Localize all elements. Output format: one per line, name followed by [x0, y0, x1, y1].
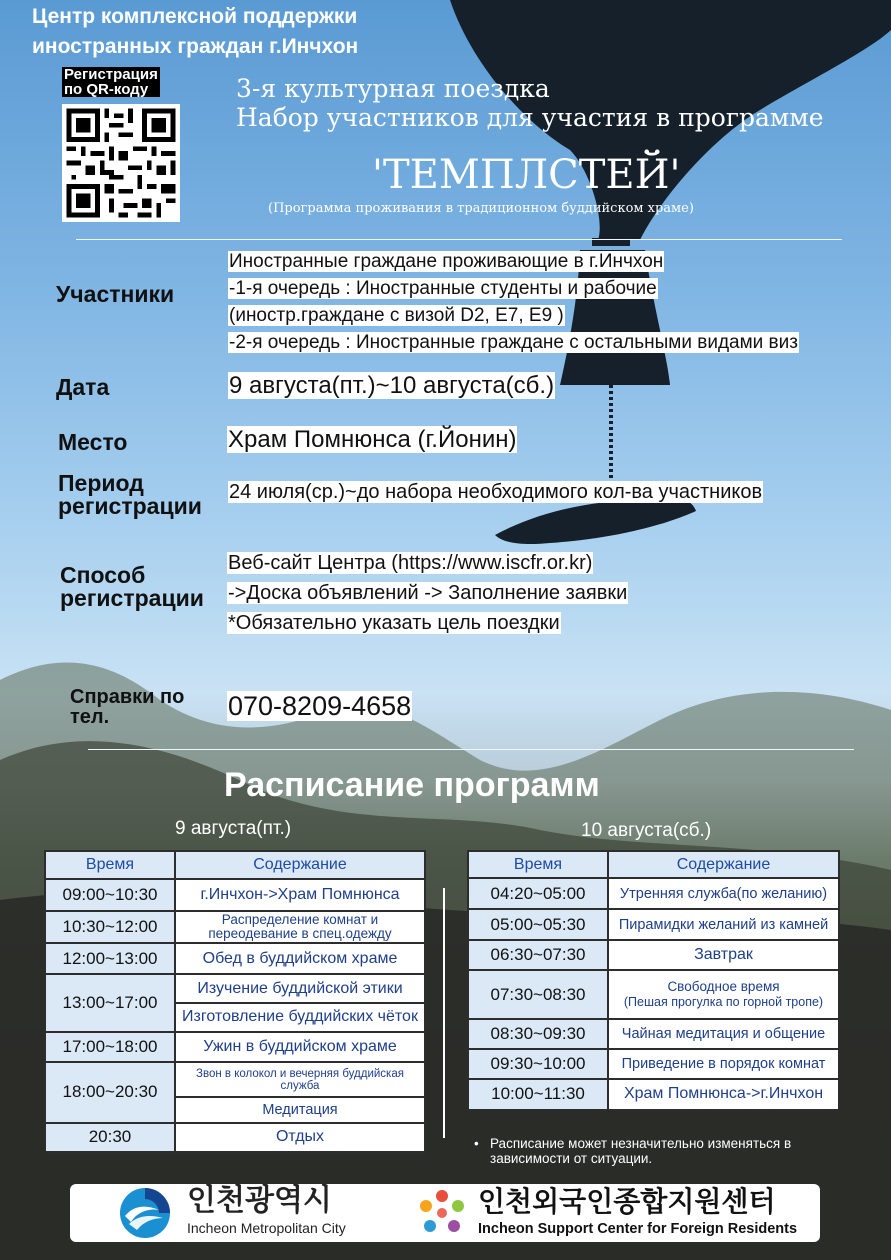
period-label — [58, 472, 202, 518]
column-divider — [443, 888, 445, 1138]
participants-line: Иностранные граждане проживающие в г.Инчхон — [229, 251, 664, 272]
day1-label: 9 августа(пт.) — [175, 818, 292, 839]
organization-name — [32, 2, 358, 62]
method-label-line-2: регистрации — [60, 585, 204, 611]
support-center-subtitle: Incheon Support Center for Foreign Residents — [478, 1221, 798, 1237]
row-time: 13:00~17:00 — [45, 974, 175, 1032]
title-line-2: Набор участников для участия в программе — [236, 103, 824, 132]
table-row — [45, 879, 425, 911]
participants-line: -1-я очередь : Иностранные студенты и рабочие — [229, 278, 657, 299]
contact-label-line-1: Справки по — [70, 686, 185, 708]
method-line: *Обязательно указать цель поездки — [228, 612, 560, 634]
row-time: 06:30~07:30 — [468, 940, 608, 970]
table-header — [45, 851, 425, 879]
row-content: Изучение буддийской этики — [175, 974, 425, 1003]
qr-registration-label — [62, 67, 160, 97]
qr-code-icon[interactable] — [62, 104, 180, 222]
contact-label-line-2: тел. — [70, 706, 110, 728]
header-content: Содержание — [608, 851, 839, 878]
method-line: Веб-сайт Центра (https://www.iscfr.or.kr) — [228, 552, 593, 574]
org-line-2: иностранных граждан г.Инчхон — [32, 35, 359, 58]
title-line-1: 3-я культурная поездка — [236, 74, 550, 103]
participants-value — [228, 248, 799, 356]
qr-label-line-2: по QR-коду — [64, 81, 149, 98]
date-value-text: 9 августа(пт.)~10 августа(сб.) — [229, 372, 555, 399]
program-description: (Программа проживания в традиционном буддийском храме) — [268, 201, 694, 216]
place-value-text: Храм Помнюнса (г.Йонин) — [228, 426, 517, 453]
period-value-text: 24 июля(ср.)~до набора необходимого кол-ва участников — [229, 481, 763, 503]
org-line-1: Центр комплексной поддержки — [32, 5, 358, 28]
support-center-name: 인천외국인종합지원센터 — [478, 1185, 776, 1218]
row-content: Медитация — [175, 1097, 425, 1123]
row-content: Отдых — [175, 1123, 425, 1152]
program-name: 'ТЕМПЛСТЕЙ' — [372, 152, 681, 198]
row-content: Приведение в порядок комнат — [608, 1049, 839, 1079]
method-value — [227, 548, 628, 638]
contact-value[interactable] — [227, 689, 412, 723]
row-time: 05:00~05:30 — [468, 909, 608, 940]
divider-top — [76, 239, 842, 240]
table-row — [45, 911, 425, 943]
row-content-line: Свободное время — [667, 979, 780, 994]
row-time: 18:00~20:30 — [45, 1062, 175, 1123]
table-row — [45, 1032, 425, 1062]
table-header — [468, 851, 839, 878]
qr-label-line-1: Регистрация — [64, 66, 158, 83]
period-value — [228, 477, 763, 507]
contact-label — [70, 687, 184, 727]
row-content: Звон в колокол и вечерняя буддийская служба — [175, 1062, 425, 1097]
row-time: 04:20~05:00 — [468, 878, 608, 909]
row-content: г.Инчхон->Храм Помнюнса — [175, 879, 425, 911]
table-row — [468, 878, 839, 909]
row-time: 09:30~10:00 — [468, 1049, 608, 1079]
row-content: Чайная медитация и общение — [608, 1019, 839, 1049]
participants-line: (иностр.граждане с визой D2, E7, E9 ) — [229, 305, 564, 326]
row-time: 08:30~09:30 — [468, 1019, 608, 1049]
row-content: Ужин в буддийском храме — [175, 1032, 425, 1062]
method-label-line-1: Способ — [60, 562, 146, 588]
row-content: Распределение комнат и переодевание в спец.одежду — [175, 911, 425, 943]
row-content: Обед в буддийском храме — [175, 943, 425, 974]
period-label-line-1: Период — [58, 470, 144, 496]
row-content-note: (Пешая прогулка по горной тропе) — [623, 995, 824, 1009]
date-label: Дата — [56, 374, 110, 400]
support-center-logo-icon[interactable] — [414, 1186, 470, 1240]
table-row — [468, 1079, 839, 1110]
row-time: 09:00~10:30 — [45, 879, 175, 911]
note-text: Расписание может незначительно изменяться в зависимости от ситуации. — [490, 1136, 792, 1166]
day2-schedule-table — [467, 850, 840, 1111]
method-line: ->Доска объявлений -> Заполнение заявки — [228, 582, 628, 604]
participants-line: -2-я очередь : Иностранные граждане с остальными видами виз — [229, 332, 798, 353]
table-row — [468, 940, 839, 970]
row-content: Изготовление буддийских чёток — [175, 1003, 425, 1032]
note-bullet: • — [474, 1136, 479, 1151]
table-row — [45, 943, 425, 974]
incheon-city-name: 인천광역시 — [187, 1183, 332, 1218]
place-value — [227, 424, 517, 456]
row-content — [608, 970, 839, 1018]
period-label-line-2: регистрации — [58, 493, 202, 519]
phone-number[interactable]: 070-8209-4658 — [228, 691, 412, 721]
schedule-title: Расписание программ — [224, 766, 600, 804]
table-row — [468, 909, 839, 940]
table-row — [45, 1062, 425, 1097]
header-content: Содержание — [175, 851, 425, 879]
table-row — [45, 1123, 425, 1152]
place-label: Место — [58, 429, 128, 455]
date-value — [228, 370, 555, 402]
day1-schedule-table — [44, 850, 426, 1153]
method-label — [60, 564, 204, 610]
table-row — [468, 1019, 839, 1049]
row-time: 07:30~08:30 — [468, 970, 608, 1018]
incheon-city-subtitle: Incheon Metropolitan City — [187, 1220, 346, 1236]
row-content: Храм Помнюнса->г.Инчхон — [608, 1079, 839, 1110]
table-row — [45, 974, 425, 1003]
row-content: Завтрак — [608, 940, 839, 970]
incheon-city-logo-icon[interactable] — [115, 1186, 175, 1240]
row-time: 12:00~13:00 — [45, 943, 175, 974]
header-time: Время — [45, 851, 175, 879]
row-time: 17:00~18:00 — [45, 1032, 175, 1062]
table-row — [468, 970, 839, 1018]
day2-label: 10 августа(сб.) — [581, 820, 712, 841]
row-time: 10:00~11:30 — [468, 1079, 608, 1110]
row-time: 20:30 — [45, 1123, 175, 1152]
row-time: 10:30~12:00 — [45, 911, 175, 943]
header-time: Время — [468, 851, 608, 878]
row-content: Утренняя служба(по желанию) — [608, 878, 839, 909]
schedule-note — [474, 1136, 864, 1166]
divider-bottom — [88, 749, 854, 750]
table-row — [468, 1049, 839, 1079]
participants-label: Участники — [56, 281, 175, 307]
row-content: Пирамидки желаний из камней — [608, 909, 839, 940]
